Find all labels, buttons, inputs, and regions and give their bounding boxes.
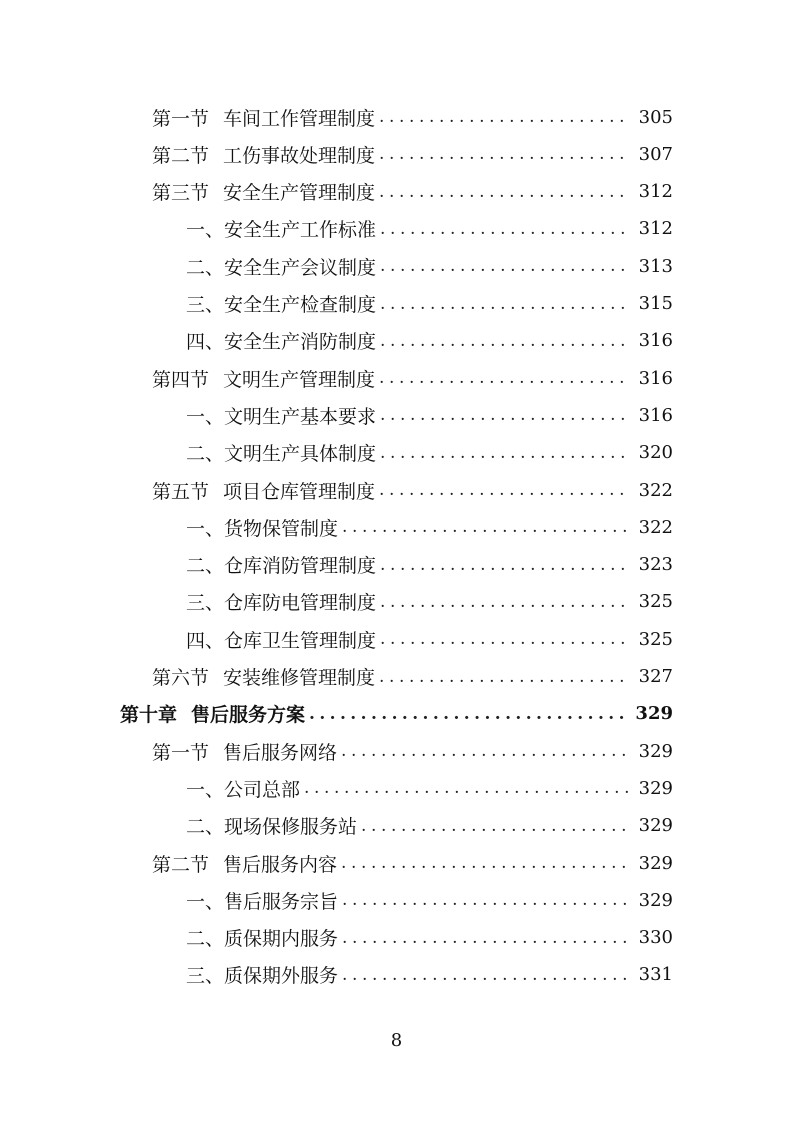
toc-entry-number: 二、 [186, 928, 225, 951]
toc-entry-label [152, 738, 337, 765]
toc-entry-title: 质保期外服务 [224, 965, 339, 988]
toc-entry-label [152, 104, 375, 131]
toc-entry[interactable] [152, 734, 673, 768]
toc-dot-leader [379, 368, 629, 388]
toc-dot-leader [361, 816, 629, 836]
toc-entry-page: 322 [638, 516, 673, 538]
toc-entry-number: 二、 [186, 555, 225, 578]
toc-dot-leader [380, 256, 629, 276]
toc-entry-number: 四、 [186, 629, 225, 652]
toc-entry-number: 四、 [186, 331, 225, 354]
toc-entry[interactable] [186, 809, 673, 843]
toc-chapter-entry[interactable] [120, 697, 673, 731]
toc-entry-number: 一、 [186, 778, 225, 801]
toc-entry-page: 316 [638, 367, 673, 389]
toc-entry-title: 现场保修服务站 [224, 816, 358, 839]
toc-entry[interactable] [186, 921, 673, 955]
toc-entry-label [186, 439, 376, 466]
toc-entry[interactable] [152, 473, 673, 507]
toc-entry-title: 安装维修管理制度 [223, 667, 376, 689]
toc-entry-number: 一、 [186, 219, 225, 242]
toc-entry-page: 307 [638, 143, 673, 165]
toc-entry-page: 316 [638, 404, 673, 426]
toc-entry-label [186, 775, 300, 802]
toc-entry[interactable] [186, 958, 673, 992]
toc-entry[interactable] [186, 771, 673, 805]
toc-entry-label [186, 215, 376, 242]
toc-entry-number: 三、 [186, 965, 225, 988]
toc-entry-title: 安全生产工作标准 [224, 219, 377, 242]
toc-entry-label [152, 141, 375, 168]
toc-entry-label [152, 365, 375, 392]
toc-entry-page: 323 [638, 554, 673, 576]
toc-dot-leader [341, 741, 629, 761]
toc-entry-label [186, 514, 338, 541]
toc-dot-leader [380, 555, 629, 575]
toc-entry-title: 售后服务内容 [223, 853, 338, 876]
toc-entry-page: 329 [638, 815, 673, 837]
toc-entry[interactable] [186, 324, 673, 358]
toc-entry-title: 文明生产具体制度 [224, 443, 377, 466]
toc-entry-number: 二、 [186, 443, 225, 466]
toc-dot-leader [309, 704, 625, 724]
toc-entry-page: 329 [638, 740, 673, 762]
toc-entry-title: 仓库消防管理制度 [224, 555, 377, 578]
toc-entry-title: 项目仓库管理制度 [223, 480, 376, 503]
toc-dot-leader [341, 853, 629, 873]
toc-entry[interactable] [186, 249, 673, 283]
toc-dot-leader [380, 331, 629, 351]
toc-entry[interactable] [186, 436, 673, 470]
toc-entry[interactable] [186, 398, 673, 432]
toc-dot-leader [380, 219, 629, 239]
toc-entry[interactable] [186, 883, 673, 917]
toc-entry[interactable] [152, 660, 673, 694]
toc-entry-page: 315 [638, 293, 673, 314]
toc-entry-label [186, 290, 376, 317]
toc-entry-number: 三、 [186, 592, 225, 615]
toc-dot-leader [380, 592, 629, 612]
toc-entry[interactable] [186, 548, 673, 582]
toc-dot-leader [380, 294, 629, 314]
toc-entry[interactable] [186, 510, 673, 544]
toc-entry-page: 330 [638, 927, 673, 949]
toc-entry[interactable] [152, 100, 673, 134]
toc-entry-title: 安全生产管理制度 [223, 182, 376, 205]
toc-entry-page: 325 [638, 628, 673, 650]
toc-dot-leader [380, 629, 629, 649]
toc-entry-page: 312 [638, 181, 673, 203]
toc-entry-label [186, 887, 338, 914]
toc-entry-title: 仓库卫生管理制度 [224, 629, 377, 652]
toc-entry-page: 312 [638, 218, 673, 240]
toc-dot-leader [379, 667, 629, 687]
toc-entry-label [152, 850, 337, 877]
toc-entry-number: 二、 [186, 256, 225, 279]
toc-entry-title: 安全生产会议制度 [224, 256, 377, 279]
toc-entry-label [186, 812, 357, 839]
toc-dot-leader [342, 965, 629, 985]
toc-entry-page: 322 [638, 479, 673, 501]
toc-entry-page: 329 [638, 777, 673, 799]
toc-entry[interactable] [186, 287, 673, 321]
toc-entry-title: 文明生产基本要求 [224, 405, 377, 428]
toc-dot-leader [379, 480, 629, 500]
toc-entry-number: 一、 [186, 890, 225, 913]
toc-dot-leader [342, 517, 629, 537]
toc-entry[interactable] [186, 212, 673, 246]
toc-dot-leader [379, 107, 629, 127]
toc-entry-number: 一、 [186, 517, 225, 540]
toc-entry-number: 三、 [186, 294, 225, 316]
toc-entry-number: 第五节 [152, 480, 210, 503]
toc-entry-title: 安全生产检查制度 [224, 294, 377, 316]
toc-entry-title: 售后服务方案 [191, 704, 306, 727]
toc-entry-title: 工伤事故处理制度 [223, 144, 376, 167]
toc-entry-number: 第六节 [152, 667, 210, 689]
toc-entry[interactable] [152, 361, 673, 395]
toc-entry-number: 第一节 [152, 107, 210, 130]
toc-entry-label [186, 402, 376, 429]
toc-dot-leader [379, 144, 629, 164]
toc-entry-label [152, 178, 375, 205]
toc-entry-page: 329 [635, 703, 673, 725]
toc-entry-page: 320 [638, 442, 673, 464]
toc-entry[interactable] [152, 175, 673, 209]
toc-entry-label [186, 253, 376, 280]
toc-entry-label [186, 551, 376, 578]
toc-entry-title: 仓库防电管理制度 [224, 592, 377, 615]
toc-entry-page: 305 [638, 106, 673, 128]
toc-entry-title: 质保期内服务 [224, 928, 339, 951]
toc-entry-number: 二、 [186, 816, 225, 839]
toc-entry[interactable] [186, 585, 673, 619]
toc-entry-number: 第二节 [152, 144, 210, 167]
toc-entry-label [152, 663, 375, 690]
toc-entry[interactable] [152, 137, 673, 171]
toc-entry-title: 车间工作管理制度 [223, 107, 376, 130]
toc-entry-label [186, 961, 338, 988]
toc-entry-number: 第十章 [120, 704, 178, 727]
toc-entry-label [186, 626, 376, 653]
toc-dot-leader [379, 182, 629, 202]
toc-entry-number: 第四节 [152, 368, 210, 391]
toc-entry[interactable] [152, 846, 673, 880]
toc-entry-label [120, 700, 305, 727]
toc-entry-label [186, 588, 376, 615]
toc-entry-page: 313 [638, 255, 673, 277]
toc-entry-number: 第一节 [152, 741, 210, 764]
toc-entry-page: 316 [638, 330, 673, 352]
page-number: 8 [390, 1030, 403, 1051]
toc-entry-title: 售后服务网络 [223, 741, 338, 764]
toc-entry-number: 第二节 [152, 853, 210, 876]
toc-entry-page: 329 [638, 852, 673, 874]
toc-entry-number: 一、 [186, 405, 225, 428]
toc-entry-label [186, 327, 376, 354]
toc-entry-page: 329 [638, 889, 673, 911]
toc-entry-page: 325 [638, 591, 673, 613]
toc-dot-leader [342, 890, 629, 910]
toc-entry-number: 第三节 [152, 182, 210, 205]
toc-entry-title: 文明生产管理制度 [223, 368, 376, 391]
toc-entry-label [152, 477, 375, 504]
toc-dot-leader [304, 778, 629, 798]
toc-entry-title: 公司总部 [224, 778, 301, 801]
toc-entry-page: 327 [638, 666, 673, 687]
toc-dot-leader [342, 928, 629, 948]
toc-entry-label [186, 924, 338, 951]
toc-entry-title: 安全生产消防制度 [224, 331, 377, 354]
toc-dot-leader [380, 443, 629, 463]
toc-entry[interactable] [186, 622, 673, 656]
toc-entry-title: 货物保管制度 [224, 517, 339, 540]
toc-entry-page: 331 [638, 964, 673, 986]
toc-entry-title: 售后服务宗旨 [224, 890, 339, 913]
toc-dot-leader [380, 405, 629, 425]
